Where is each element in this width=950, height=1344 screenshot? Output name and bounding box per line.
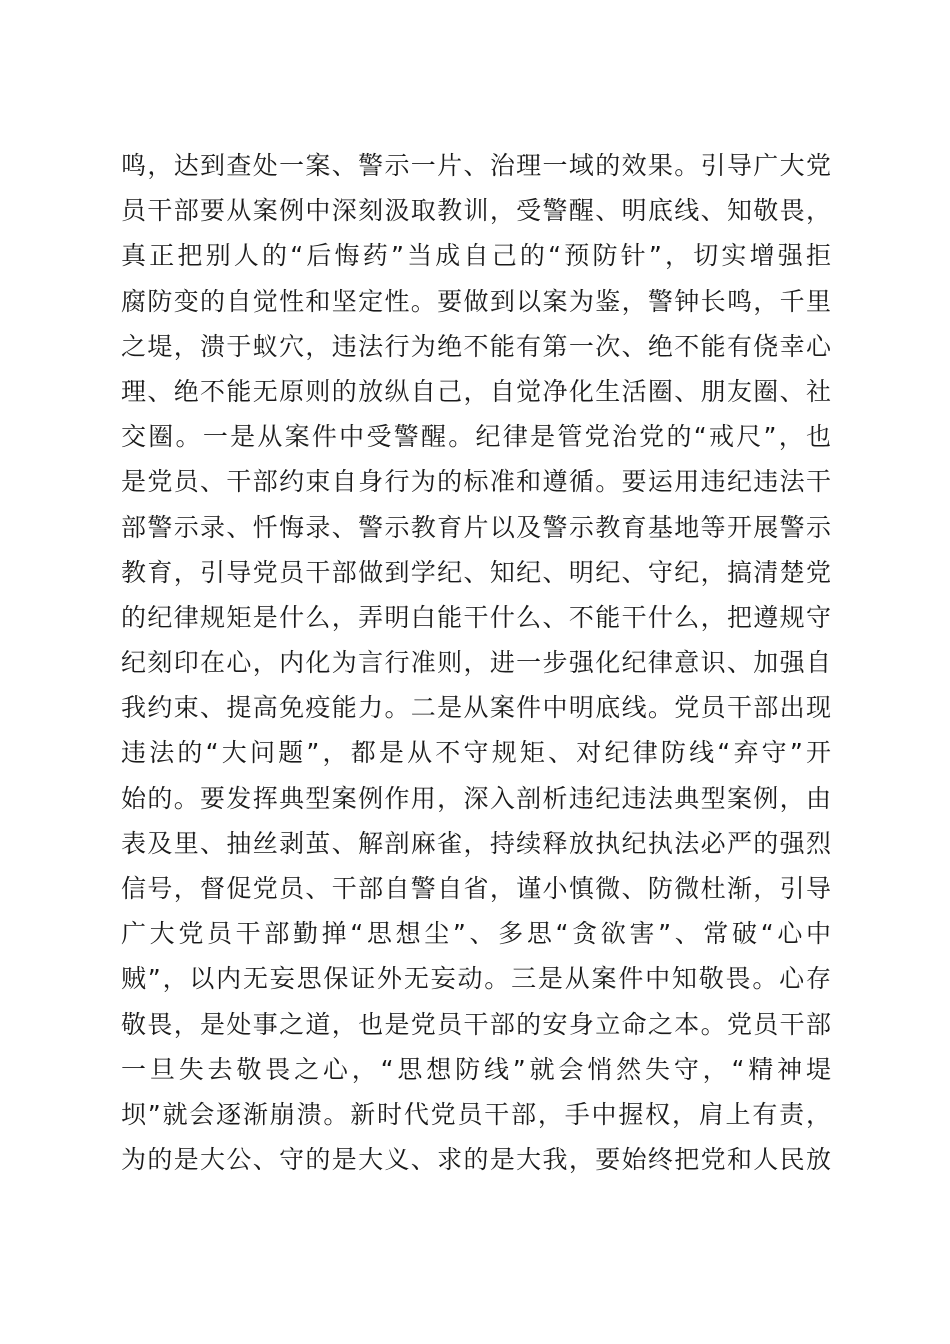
text-line: 真正把别人的“后悔药”当成自己的“预防针”，切实增强拒 <box>121 241 831 271</box>
text-line: 为的是大公、守的是大义、求的是大我，要始终把党和人民放 <box>121 1145 831 1175</box>
text-line: 纪刻印在心，内化为言行准则，进一步强化纪律意识、加强自 <box>121 648 831 678</box>
text-line: 表及里、抽丝剥茧、解剖麻雀，持续释放执纪执法必严的强烈 <box>121 828 831 858</box>
text-line: 始的。要发挥典型案例作用，深入剖析违纪违法典型案例，由 <box>121 783 831 813</box>
text-line: 坝”就会逐渐崩溃。新时代党员干部，手中握权，肩上有责， <box>121 1099 831 1129</box>
text-line: 腐防变的自觉性和坚定性。要做到以案为鉴，警钟长鸣，千里 <box>121 286 831 316</box>
text-line: 理、绝不能无原则的放纵自己，自觉净化生活圈、朋友圈、社 <box>121 376 831 406</box>
text-line: 员干部要从案例中深刻汲取教训，受警醒、明底线、知敬畏， <box>121 196 831 226</box>
text-line: 贼”，以内无妄思保证外无妄动。三是从案件中知敬畏。心存 <box>121 964 831 994</box>
body-text <box>121 143 831 1182</box>
text-line: 之堤，溃于蚁穴，违法行为绝不能有第一次、绝不能有侥幸心 <box>121 331 831 361</box>
text-line: 是党员、干部约束自身行为的标准和遵循。要运用违纪违法干 <box>121 467 831 497</box>
text-line: 一旦失去敬畏之心，“思想防线”就会悄然失守，“精神堤 <box>121 1054 831 1084</box>
text-line: 敬畏，是处事之道，也是党员干部的安身立命之本。党员干部 <box>121 1009 831 1039</box>
text-line: 鸣，达到查处一案、警示一片、治理一域的效果。引导广大党 <box>121 151 831 180</box>
text-line: 违法的“大问题”，都是从不守规矩、对纪律防线“弃守”开 <box>121 738 831 768</box>
text-line: 教育，引导党员干部做到学纪、知纪、明纪、守纪，搞清楚党 <box>121 557 831 587</box>
text-line: 广大党员干部勤掸“思想尘”、多思“贪欲害”、常破“心中 <box>121 919 831 949</box>
text-line: 部警示录、忏悔录、警示教育片以及警示教育基地等开展警示 <box>121 512 831 542</box>
text-line: 的纪律规矩是什么，弄明白能干什么、不能干什么，把遵规守 <box>121 602 831 632</box>
text-line: 信号，督促党员、干部自警自省，谨小慎微、防微杜渐，引导 <box>121 874 831 903</box>
text-line: 交圈。一是从案件中受警醒。纪律是管党治党的“戒尺”，也 <box>121 422 831 452</box>
text-line: 我约束、提高免疫能力。二是从案件中明底线。党员干部出现 <box>121 693 831 723</box>
